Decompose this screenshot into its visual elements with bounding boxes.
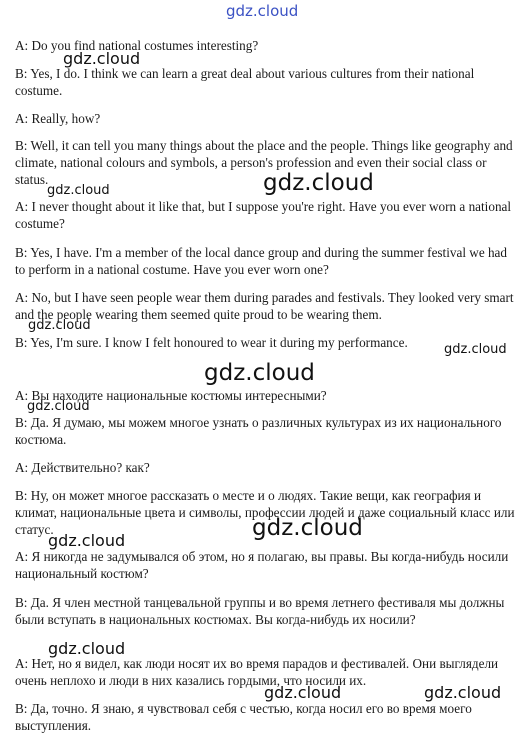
english-line-7: A: No, but I have seen people wear them during parades and festivals. They looked very smart and the people wearing them seemed quite proud to be wearing them. xyxy=(15,290,514,322)
russian-line-6: B: Да. Я член местной танцевальной группы и во время летнего фестиваля мы должны были вступать в национальных костюмах. Вы когда-нибудь их носили? xyxy=(15,595,505,627)
english-line-8: B: Yes, I'm sure. I know I felt honoured to wear it during my performance. xyxy=(15,335,408,350)
watermark: gdz.cloud xyxy=(48,639,126,658)
english-line-6: B: Yes, I have. I'm a member of the local dance group and during the summer festival we had to perform in a national costume. Have you ever worn one? xyxy=(15,245,508,277)
watermark: gdz.cloud xyxy=(48,531,126,550)
watermark: gdz.cloud xyxy=(264,683,342,702)
english-line-1: A: Do you find national costumes interesting? xyxy=(15,38,259,53)
russian-line-7: A: Нет, но я видел, как люди носят их во время парадов и фестивалей. Они выглядели очень неплохо и люди в них казались гордыми, что носили их. xyxy=(15,656,499,688)
english-line-3: A: Really, how? xyxy=(15,111,101,126)
watermark: gdz.cloud xyxy=(47,183,110,198)
watermark: gdz.cloud xyxy=(263,170,374,196)
russian-line-5: A: Я никогда не задумывался об этом, но я полагаю, вы правы. Вы когда-нибудь носили национальный костюм? xyxy=(15,549,509,581)
english-line-2: B: Yes, I do. I think we can learn a great deal about various cultures from their national costume. xyxy=(15,66,475,98)
russian-line-2: B: Да. Я думаю, мы можем многое узнать о различных культурах из их национального костюма. xyxy=(15,415,502,447)
watermark: gdz.cloud xyxy=(424,683,502,702)
watermark: gdz.cloud xyxy=(204,360,315,386)
russian-line-3: A: Действительно? как? xyxy=(15,460,150,475)
english-line-5: A: I never thought about it like that, but I suppose you're right. Have you ever worn a national costume? xyxy=(15,199,512,231)
watermark: gdz.cloud xyxy=(444,342,507,357)
watermark: gdz.cloud xyxy=(27,399,90,414)
watermark: gdz.cloud xyxy=(28,318,91,333)
russian-line-4: B: Ну, он может многое рассказать о месте и о людях. Такие вещи, как география и климат, национальные цвета и символы, профессии людей и даже социальный класс или статус. xyxy=(15,488,515,537)
russian-line-8: B: Да, точно. Я знаю, я чувствовал себя с честью, когда носил его во время моего выступления. xyxy=(15,701,472,733)
russian-line-1: A: Вы находите национальные костюмы интересными? xyxy=(15,388,327,403)
watermark-logo: gdz.cloud xyxy=(226,2,299,20)
watermark: gdz.cloud xyxy=(252,515,363,541)
english-line-4: B: Well, it can tell you many things about the place and the people. Things like geography and climate, national colours and symbols, a person's profession and even their social class or status. xyxy=(15,138,513,187)
watermark: gdz.cloud xyxy=(63,49,141,68)
